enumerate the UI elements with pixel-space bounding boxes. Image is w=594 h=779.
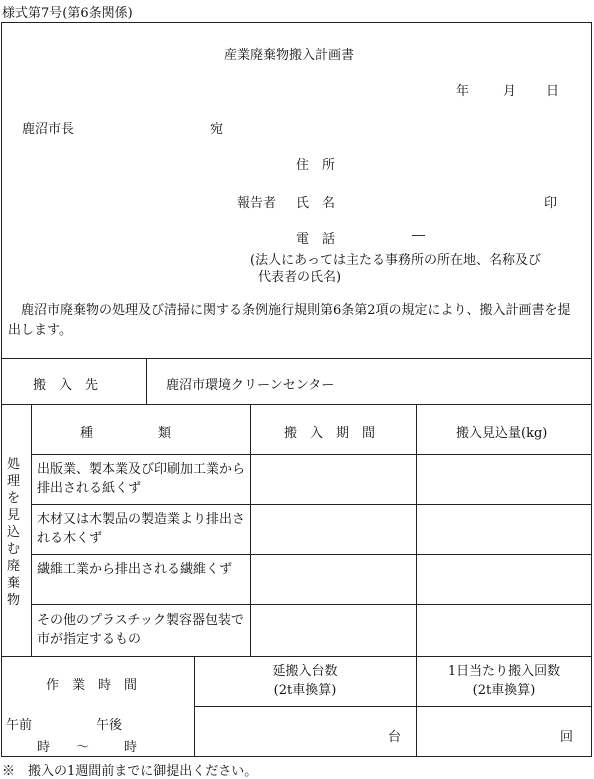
- hour-end-label: 時: [124, 740, 138, 755]
- tilde-label: 〜: [76, 740, 90, 755]
- header-period: 搬 入 期 間: [284, 426, 376, 441]
- reporter-label: 報告者: [237, 196, 277, 211]
- addressee-name: 鹿沼市長: [22, 122, 75, 137]
- name-label: 氏 名: [296, 196, 336, 211]
- waste-row-type: 繊維工業から排出される繊維くず: [37, 562, 233, 577]
- trips-unit: 回: [560, 730, 574, 745]
- phone-dash: ―: [412, 228, 425, 243]
- daily-trips-label-line1: 1日当たり搬入回数: [447, 664, 561, 679]
- waste-row-type: 木材又は木製品の製造業より排出される木くず: [37, 512, 246, 546]
- reporter-note-line2: 代表者の氏名): [258, 270, 342, 285]
- am-label: 午前: [6, 718, 33, 733]
- statement-text: 鹿沼市廃棄物の処理及び清掃に関する条例施行規則第6条第2項の規定により、搬入計画書を提出します。: [8, 303, 571, 338]
- destination-value: 鹿沼市環境クリーンセンター: [166, 378, 335, 393]
- destination-label: 搬 入 先: [33, 378, 99, 393]
- total-vehicles-label-line1: 延搬入台数: [272, 664, 338, 679]
- page-title: 産業廃棄物搬入計画書: [224, 48, 355, 63]
- addressee-suffix: 宛: [210, 122, 224, 137]
- waste-row-type: 出版業、製本業及び印刷加工業から排出される紙くず: [37, 462, 246, 496]
- vehicles-unit: 台: [388, 730, 402, 745]
- reporter-note-line1: (法人にあっては主たる事務所の所在地、名称及び: [250, 253, 541, 268]
- waste-side-label: 処理を見込む廃棄物: [7, 457, 21, 608]
- date-month-label: 月: [503, 84, 517, 99]
- address-label: 住 所: [296, 158, 336, 173]
- work-time-label: 作 業 時 間: [46, 678, 138, 693]
- daily-trips-label: [416, 662, 592, 700]
- total-vehicles-label-line2: (2t車換算): [273, 683, 337, 698]
- total-vehicles-label: [194, 662, 416, 700]
- date-year-label: 年: [456, 84, 470, 99]
- date-day-label: 日: [546, 84, 560, 99]
- header-type: 種 類: [80, 426, 172, 441]
- form-label: 様式第7号(第6条関係): [2, 6, 133, 21]
- pm-label: 午後: [96, 718, 123, 733]
- header-amount: 搬入見込量(kg): [456, 426, 548, 441]
- footnote: ※ 搬入の1週間前までに御提出ください。: [2, 764, 258, 779]
- waste-row-type: その他のプラスチック製容器包装で市が指定するもの: [37, 613, 244, 647]
- phone-label: 電 話: [296, 232, 336, 247]
- daily-trips-label-line2: (2t車換算): [472, 683, 536, 698]
- hour-start-label: 時: [37, 740, 51, 755]
- seal-mark: 印: [544, 196, 558, 211]
